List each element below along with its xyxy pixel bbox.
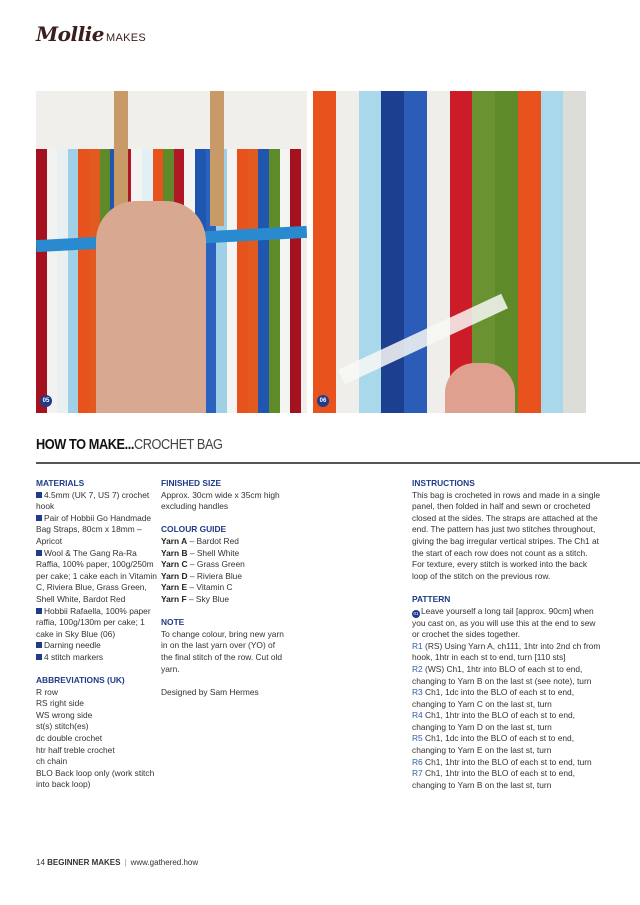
footer-url[interactable]: www.gathered.how bbox=[130, 858, 199, 867]
photo-number-badge: 05 bbox=[40, 395, 52, 407]
pattern-row: R4 Ch1, 1htr into the BLO of each st to end, changing to Yarn D on the last st, turn bbox=[412, 710, 575, 732]
row-label: R4 bbox=[412, 710, 423, 721]
materials-item: 4 stitch markers bbox=[36, 652, 161, 664]
materials-item: Pair of Hobbii Go Handmade Bag Straps, 80cm x 18mm – Apricot bbox=[36, 512, 152, 546]
bullet-square-icon bbox=[36, 492, 42, 498]
yarn-item: Yarn E – Vitamin C bbox=[161, 582, 233, 593]
column-materials bbox=[36, 478, 161, 791]
bullet-square-icon bbox=[36, 515, 42, 521]
abbreviation-item: BLO Back loop only (work stitch into back loop) bbox=[36, 767, 155, 790]
row-label: R7 bbox=[412, 768, 423, 779]
bullet-square-icon bbox=[36, 550, 42, 556]
materials-heading: MATERIALS bbox=[36, 478, 85, 488]
page-number: 14 bbox=[36, 858, 45, 867]
bullet-square-icon bbox=[36, 608, 42, 614]
logo-script: Mollie bbox=[36, 22, 104, 46]
finished-size-text: Approx. 30cm wide x 35cm high excluding handles bbox=[161, 489, 280, 512]
photo-bag-measure bbox=[36, 91, 307, 413]
pattern-row: R6 Ch1, 1htr into the BLO of each st to end, turn bbox=[412, 756, 592, 767]
photo-number-badge: 06 bbox=[317, 395, 329, 407]
step-number-badge: 01 bbox=[413, 610, 419, 616]
pattern-row: R7 Ch1, 1htr into the BLO of each st to end, changing to Yarn B on the last st, turn bbox=[412, 768, 575, 790]
pattern-row: R5 Ch1, 1dc into the BLO of each st to end, changing to Yarn E on the last st, turn bbox=[412, 733, 575, 756]
pattern-row: R3 Ch1, 1dc into the BLO of each st to end, changing to Yarn C on the last st, turn bbox=[412, 687, 575, 709]
materials-item: Hobbii Rafaella, 100% paper raffia, 100g/130m per cake; 1 cake in Sky Blue (06) bbox=[36, 605, 151, 639]
abbreviation-item: dc double crochet bbox=[36, 733, 103, 744]
abbreviation-item: htr half treble crochet bbox=[36, 744, 115, 755]
note-text: To change colour, bring new yarn in on the last yarn over (YO) of the final stitch of the row. Cut old yarn. bbox=[161, 628, 284, 674]
row-label: R3 bbox=[412, 687, 423, 698]
bullet-square-icon bbox=[36, 642, 42, 648]
yarn-item: Yarn F – Sky Blue bbox=[161, 593, 229, 604]
row-label: R5 bbox=[412, 733, 423, 744]
bullet-square-icon bbox=[36, 654, 42, 660]
hand bbox=[96, 201, 206, 413]
colour-guide-heading: COLOUR GUIDE bbox=[161, 524, 227, 535]
abbreviation-item: WS wrong side bbox=[36, 709, 93, 720]
row-label: R2 bbox=[412, 663, 423, 674]
row-label: R1 bbox=[412, 640, 423, 651]
designer-credit: Designed by Sam Hermes bbox=[161, 686, 259, 697]
note-heading: NOTE bbox=[161, 617, 185, 628]
yarn-item: Yarn B – Shell White bbox=[161, 547, 240, 558]
instructions-heading: INSTRUCTIONS bbox=[412, 478, 475, 488]
title-divider bbox=[36, 462, 640, 464]
column-size-colour bbox=[161, 478, 286, 698]
bag-strap-right bbox=[210, 91, 224, 226]
abbreviation-item: st(s) stitch(es) bbox=[36, 721, 89, 732]
materials-item: Wool & The Gang Ra-Ra Raffia, 100% paper, 100g/250m per cake; 1 cake each in Vitamin C, Riviera Blue, Grass Green, Shell White, Bardot Red bbox=[36, 547, 157, 604]
materials-item: Darning needle bbox=[36, 640, 161, 652]
pattern-intro: 01 Leave yourself a long tail [approx. 90cm] when you cast on, as you will use this at the end to sew or crochet the sides together. bbox=[412, 605, 596, 640]
instructions-text: This bag is crocheted in rows and made in a single panel, then folded in half and sewn or crocheted closed at the sides. The straps are attached at the end. The pattern has just two stitches throughout, giving the bag irregular vertical stripes. The Ch1 at the start of each row does not count as a stitch. For texture, every stitch is worked into the back loop of the stitch on the previous row. bbox=[412, 489, 601, 581]
column-instructions bbox=[412, 478, 602, 791]
pattern-row: R2 (WS) Ch1, 1htr into BLO of each st to end, changing to Yarn B on the last st (see note), turn bbox=[412, 663, 592, 686]
pattern-heading: PATTERN bbox=[412, 593, 451, 604]
abbreviation-item: ch chain bbox=[36, 756, 68, 767]
logo-makes: MAKES bbox=[106, 32, 147, 44]
page-footer bbox=[36, 858, 198, 867]
footer-section: BEGINNER MAKES bbox=[47, 858, 121, 867]
abbreviation-item: R row bbox=[36, 686, 58, 697]
section-title-bold: HOW TO MAKE... bbox=[36, 436, 134, 453]
photo-stitch-closeup bbox=[313, 91, 586, 413]
abbreviations-heading: ABBREVIATIONS (UK) bbox=[36, 675, 125, 686]
pattern-row: R1 (RS) Using Yarn A, ch111, 1htr into 2nd ch from hook, 1htr in each st to end, turn [110 sts] bbox=[412, 640, 601, 663]
yarn-item: Yarn D – Riviera Blue bbox=[161, 570, 242, 581]
row-label: R6 bbox=[412, 756, 423, 767]
materials-item: 4.5mm (UK 7, US 7) crochet hook bbox=[36, 489, 150, 512]
section-title bbox=[36, 436, 223, 453]
footer-separator: | bbox=[124, 858, 127, 867]
finished-size-heading: FINISHED SIZE bbox=[161, 478, 222, 488]
section-title-light: CROCHET BAG bbox=[133, 436, 223, 453]
yarn-item: Yarn C – Grass Green bbox=[161, 559, 245, 570]
fingertip bbox=[445, 363, 515, 413]
yarn-item: Yarn A – Bardot Red bbox=[161, 535, 239, 546]
abbreviation-item: RS right side bbox=[36, 698, 84, 709]
masthead-logo bbox=[36, 22, 146, 46]
